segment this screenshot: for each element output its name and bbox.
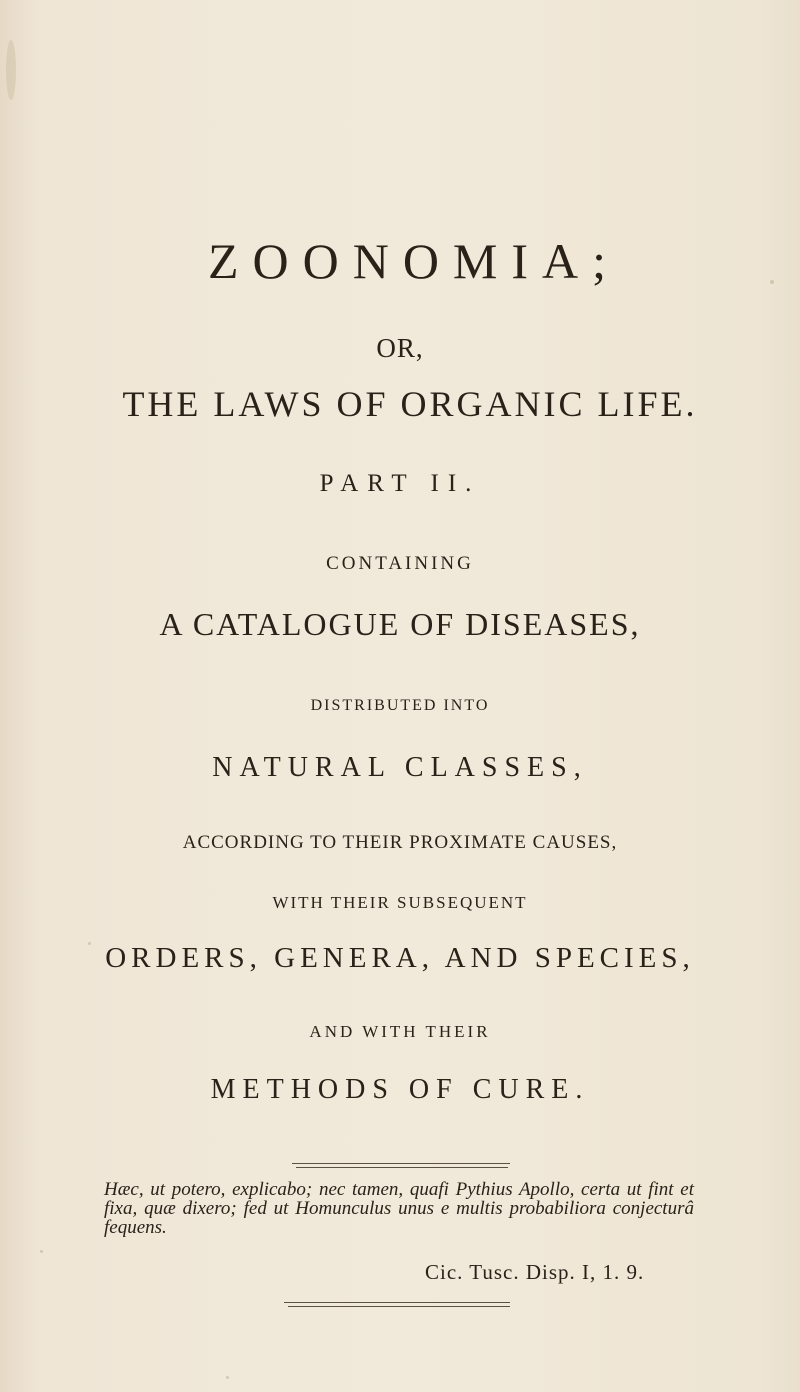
according-line: ACCORDING TO THEIR PROXIMATE CAUSES, xyxy=(182,832,618,853)
distributed-line: DISTRIBUTED INTO xyxy=(310,697,490,714)
book-subtitle: THE LAWS OF ORGANIC LIFE. xyxy=(122,384,698,424)
paper-stain xyxy=(6,40,16,100)
divider-rule-top xyxy=(292,1163,510,1164)
containing-label: CONTAINING xyxy=(326,553,474,574)
catalogue-line: A CATALOGUE OF DISEASES, xyxy=(159,606,641,642)
orders-line: ORDERS, GENERA, AND SPECIES, xyxy=(105,942,695,974)
divider-rule-bottom-thin xyxy=(288,1306,510,1307)
paper-speck xyxy=(40,1250,43,1253)
natural-classes-line: NATURAL CLASSES, xyxy=(212,752,588,783)
with-subsequent-line: WITH THEIR SUBSEQUENT xyxy=(272,893,528,912)
part-number: PART II. xyxy=(319,470,481,497)
divider-rule-bottom xyxy=(284,1302,510,1303)
epigraph-text: Hæc, ut potero, explicabo; nec tamen, quafi Pythius Apollo, certa ut fint et fixa, quæ dixero; fed ut Homunculus unus e multis probabiliora conjecturâ fequens. xyxy=(104,1179,694,1238)
methods-line: METHODS OF CURE. xyxy=(210,1074,590,1105)
book-title: ZOONOMIA; xyxy=(207,233,621,289)
divider-rule-top-thin xyxy=(296,1167,508,1168)
epigraph-attribution: Cic. Tusc. Disp. I, 1. 9. xyxy=(425,1260,645,1284)
paper-speck xyxy=(226,1376,229,1379)
title-conjunction: OR, xyxy=(376,333,424,363)
and-with-line: AND WITH THEIR xyxy=(309,1022,491,1041)
